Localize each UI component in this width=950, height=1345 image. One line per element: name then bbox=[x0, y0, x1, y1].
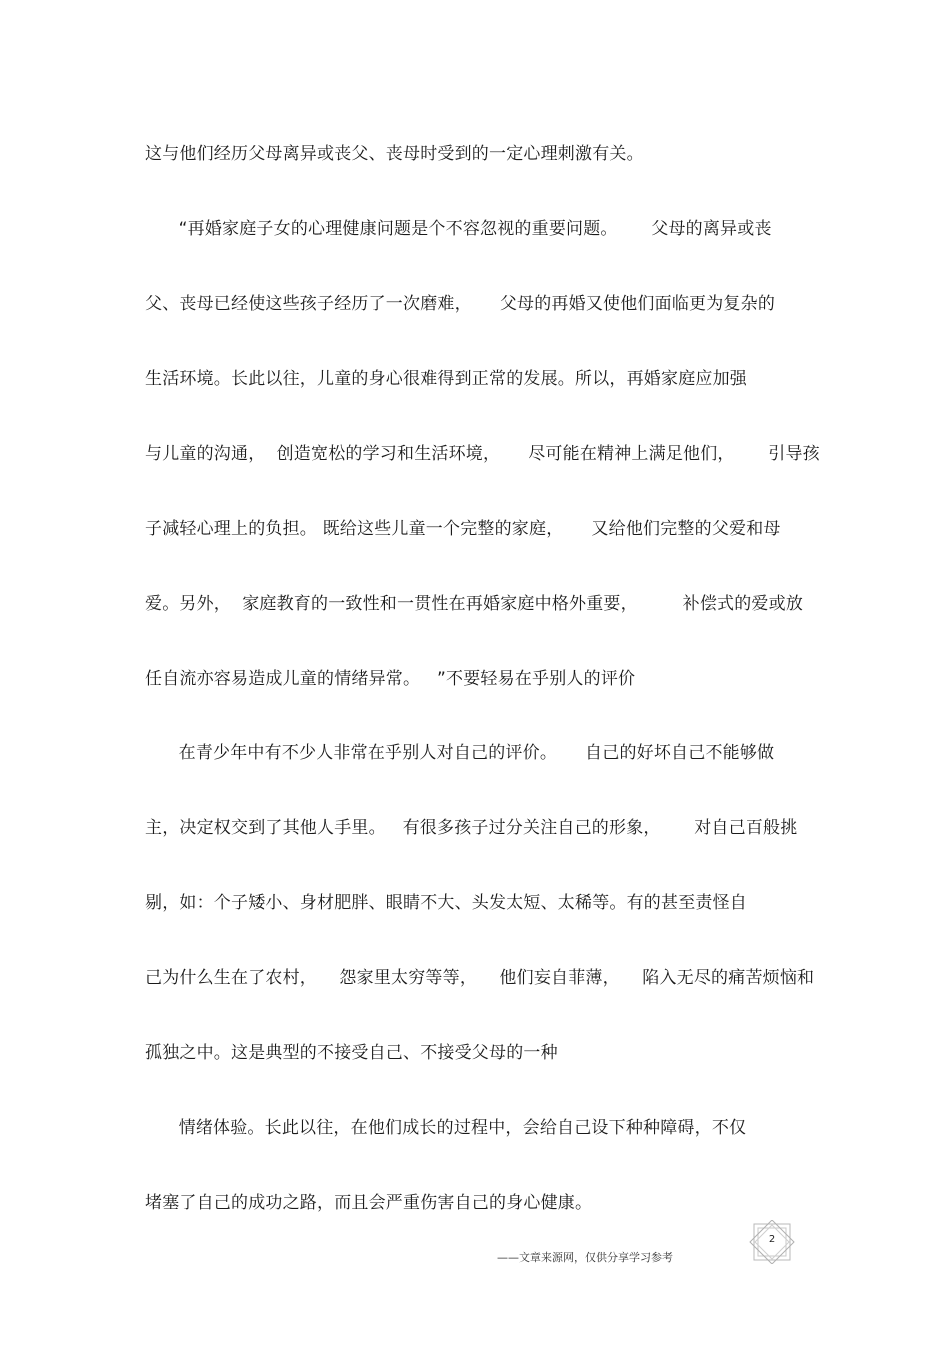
page-number-badge bbox=[748, 1220, 796, 1264]
body-line-3: 父、丧母已经使这些孩子经历了一次磨难， 父母的再婚又使他们面临更为复杂的 bbox=[145, 294, 776, 314]
body-line-12: 己为什么生在了农村， 怨家里太穷等等， 他们妄自菲薄， 陷入无尽的痛苦烦恼和 bbox=[145, 968, 815, 988]
body-line-10: 主，决定权交到了其他人手里。 有很多孩子过分关注自己的形象， 对自己百般挑 bbox=[145, 818, 798, 838]
body-line-6: 子减轻心理上的负担。 既给这些儿童一个完整的家庭， 又给他们完整的父爱和母 bbox=[145, 519, 781, 539]
page-number: 2 bbox=[768, 1234, 776, 1245]
body-line-1: 这与他们经历父母离异或丧父、丧母时受到的一定心理刺激有关。 bbox=[145, 144, 644, 164]
source-note: ——文章来源网，仅供分享学习参考 bbox=[497, 1251, 673, 1264]
body-line-4: 生活环境。长此以往，儿童的身心很难得到正常的发展。所以，再婚家庭应加强 bbox=[145, 369, 747, 389]
body-line-8: 任自流亦容易造成儿童的情绪异常。 ”不要轻易在乎别人的评价 bbox=[145, 669, 636, 689]
body-line-15: 堵塞了自己的成功之路，而且会严重伤害自己的身心健康。 bbox=[145, 1193, 593, 1213]
body-line-13: 孤独之中。这是典型的不接受自己、不接受父母的一种 bbox=[145, 1043, 558, 1063]
body-line-9: 在青少年中有不少人非常在乎别人对自己的评价。 自己的好坏自己不能够做 bbox=[145, 743, 775, 763]
body-line-5: 与儿童的沟通， 创造宽松的学习和生活环境， 尽可能在精神上满足他们， 引导孩 bbox=[145, 444, 820, 464]
body-line-14: 情绪体验。长此以往，在他们成长的过程中，会给自己设下种种障碍，不仅 bbox=[145, 1118, 747, 1138]
body-line-7: 爱。另外， 家庭教育的一致性和一贯性在再婚家庭中格外重要， 补偿式的爱或放 bbox=[145, 594, 804, 614]
body-line-2: “再婚家庭子女的心理健康问题是个不容忽视的重要问题。 父母的离异或丧 bbox=[145, 219, 772, 239]
body-line-11: 剔，如：个子矮小、身材肥胖、眼睛不大、头发太短、太稀等。有的甚至责怪自 bbox=[145, 893, 747, 913]
